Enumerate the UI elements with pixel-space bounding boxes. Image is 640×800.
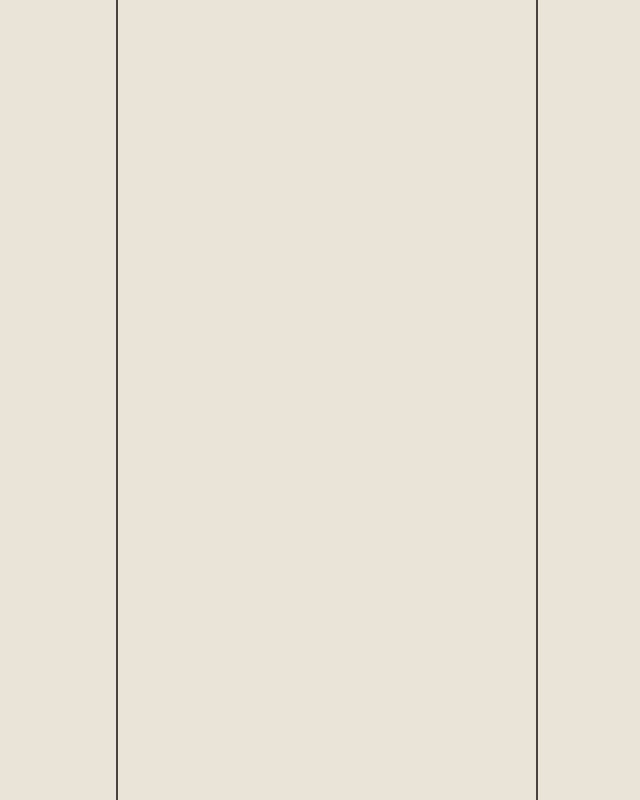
column-rule-right bbox=[536, 0, 538, 800]
column-rule-left bbox=[116, 0, 118, 800]
